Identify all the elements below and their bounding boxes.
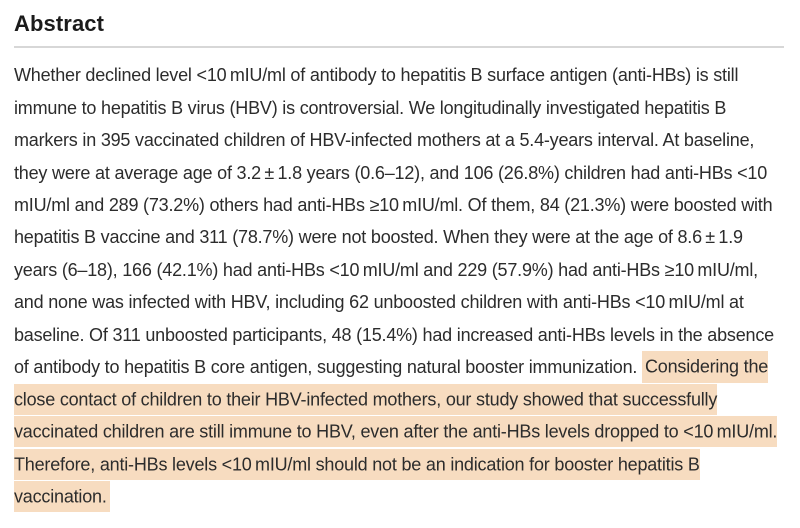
abstract-heading: Abstract — [14, 11, 105, 36]
abstract-body-text: Whether declined level <10 mIU/ml of antibody to hepatitis B surface antigen (anti-HBs) is still immune to hepatitis B virus (HBV) is controversial. We longitudinally investigated hepatitis B markers in 395 vaccinated children of HBV-infected mothers at a 5.4-years interval. At baseline, they were at average age of 3.2 ± 1.8 years (0.6–12), and 106 (26.8%) children had anti-HBs <10 mIU/ml and 289 (73.2%) others had anti-HBs ≥10 mIU/ml. Of them, 84 (21.3%) were boosted with hepatitis B vaccine and 311 (78.7%) were not boosted. When they were at the age of 8.6 ± 1.9 years (6–18), 166 (42.1%) had anti-HBs <10 mIU/ml and 229 (57.9%) had anti-HBs ≥10 mIU/ml, and none was infected with HBV, including 62 unboosted children with anti-HBs <10 mIU/ml at baseline. Of 311 unboosted participants, 48 (15.4%) had increased anti-HBs levels in the absence of antibody to hepatitis B core antigen, suggesting natural booster immunization. — [14, 65, 774, 378]
heading-divider — [14, 46, 784, 48]
abstract-paragraph — [14, 59, 786, 513]
highlighted-passage[interactable]: Considering the close contact of children to their HBV-infected mothers, our study showed that successfully vaccinated children are still immune to HBV, even after the anti-HBs levels dropped to <10 mIU/ml. Therefore, anti-HBs levels <10 mIU/ml should not be an indication for booster hepatitis B vaccination. — [14, 351, 777, 512]
